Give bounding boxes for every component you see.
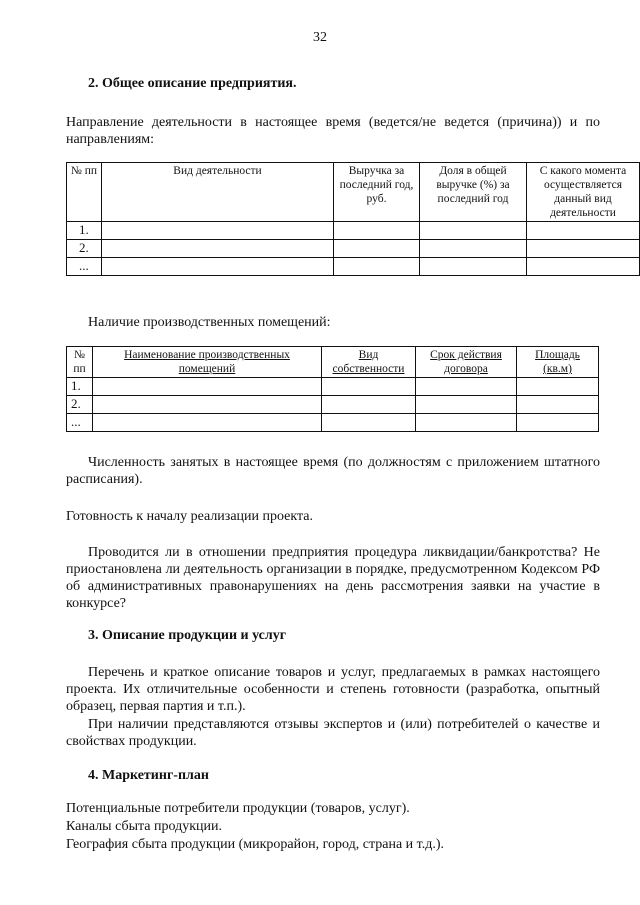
table-cell[interactable] [93, 414, 322, 432]
table-cell[interactable] [102, 240, 334, 258]
row-number: ... [67, 258, 102, 276]
row-number: 1. [67, 222, 102, 240]
table-cell[interactable] [420, 222, 527, 240]
activity-intro: Направление деятельности в настоящее время (ведется/не ведется (причина)) и по направлениям: [66, 115, 600, 147]
table-cell[interactable] [420, 258, 527, 276]
column-header: № пп [67, 347, 93, 378]
table-cell[interactable] [416, 378, 517, 396]
table-cell[interactable] [322, 396, 416, 414]
table-cell[interactable] [334, 222, 420, 240]
table-cell[interactable] [517, 378, 599, 396]
table-row [67, 240, 640, 258]
table-row [67, 222, 640, 240]
table-cell[interactable] [102, 258, 334, 276]
marketing-line-geography: География сбыта продукции (микрорайон, город, страна и т.д.). [66, 837, 444, 852]
section-2-heading: 2. Общее описание предприятия. [88, 76, 297, 91]
section-3-heading: 3. Описание продукции и услуг [88, 628, 287, 643]
table-cell[interactable] [527, 222, 640, 240]
page-number: 32 [313, 30, 327, 45]
liquidation-text: Проводится ли в отношении предприятия процедура ликвидации/банкротства? Не приостановлена ли деятельность организации в порядке, предусмотренном Кодексом РФ об административных правонарушениях на день рассмотрения заявки на участие в конкурсе? [66, 545, 600, 611]
row-number: 1. [67, 378, 93, 396]
table-cell[interactable] [517, 396, 599, 414]
table-row [67, 396, 599, 414]
staff-text: Численность занятых в настоящее время (по должностям с приложением штатного расписания). [66, 455, 600, 487]
table-cell[interactable] [93, 396, 322, 414]
readiness-text: Готовность к началу реализации проекта. [66, 509, 314, 524]
table-cell[interactable] [322, 414, 416, 432]
table-cell[interactable] [102, 222, 334, 240]
table-header-row [67, 163, 640, 222]
row-number: ... [67, 414, 93, 432]
column-header: Выручка за последний год, руб. [334, 163, 420, 222]
table-row [67, 378, 599, 396]
column-header: Вид собственности [322, 347, 416, 378]
table-cell[interactable] [527, 240, 640, 258]
row-number: 2. [67, 240, 102, 258]
column-header: № пп [67, 163, 102, 222]
column-header: С какого момента осуществляется данный вид деятельности [527, 163, 640, 222]
table-cell[interactable] [322, 378, 416, 396]
section-4-heading: 4. Маркетинг-план [88, 768, 209, 783]
column-header: Наименование производственных помещений [93, 347, 322, 378]
products-description: Перечень и краткое описание товаров и услуг, предлагаемых в рамках настоящего проекта. Их отличительные особенности и степень готовности (разработка, опытный образец, первая партия и т.п.). [66, 665, 600, 714]
column-header: Площадь (кв.м) [517, 347, 599, 378]
marketing-line-consumers: Потенциальные потребители продукции (товаров, услуг). [66, 801, 410, 816]
reviews-text: При наличии представляются отзывы экспертов и (или) потребителей о качестве и свойствах продукции. [66, 717, 600, 749]
premises-label: Наличие производственных помещений: [88, 315, 331, 330]
column-header: Вид деятельности [102, 163, 334, 222]
column-header: Доля в общей выручке (%) за последний год [420, 163, 527, 222]
table-header-row [67, 347, 599, 378]
column-header: Срок действия договора [416, 347, 517, 378]
table-row [67, 258, 640, 276]
table-row [67, 414, 599, 432]
table-cell[interactable] [416, 414, 517, 432]
marketing-line-channels: Каналы сбыта продукции. [66, 819, 222, 834]
table-cell[interactable] [416, 396, 517, 414]
activity-table [66, 162, 640, 276]
table-cell[interactable] [527, 258, 640, 276]
table-cell[interactable] [334, 258, 420, 276]
premises-table [66, 346, 599, 432]
row-number: 2. [67, 396, 93, 414]
table-cell[interactable] [93, 378, 322, 396]
table-cell[interactable] [334, 240, 420, 258]
table-cell[interactable] [420, 240, 527, 258]
table-cell[interactable] [517, 414, 599, 432]
